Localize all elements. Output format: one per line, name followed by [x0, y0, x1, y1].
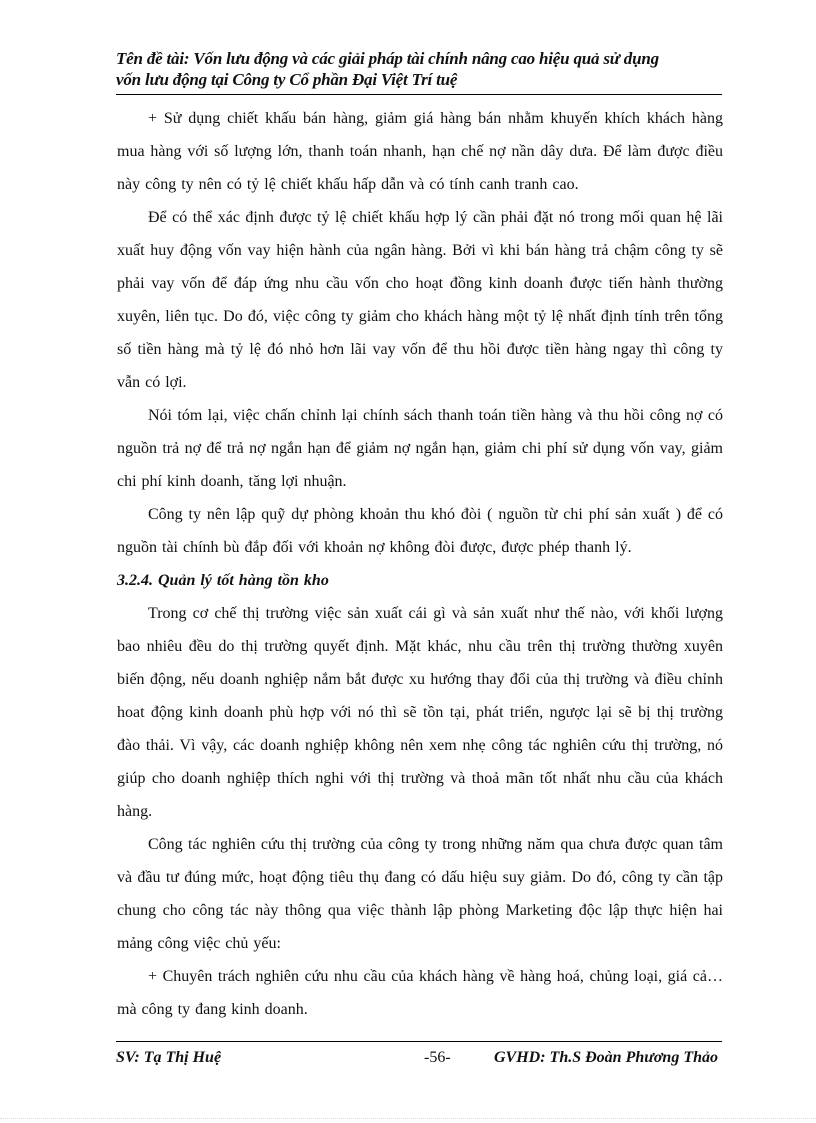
page-edge-divider [0, 1118, 816, 1119]
paragraph: Trong cơ chế thị trường việc sản xuất cái gì và sản xuất như thế nào, với khối lượng bao nhiêu đều do thị trường quyết định. Mặt khác, nhu cầu trên thị trường thường xuyên biến động, nếu doanh nghiệp nắm bắt được xu hướng thay đổi của thị trường và điều chỉnh hoat động kinh doanh phù hợp với nó thì sẽ tồn tại, phát triển, ngược lại sẽ bị thị trường đào thải. Vì vậy, các doanh nghiệp không nên xem nhẹ công tác nghiên cứu thị trường, nó giúp cho doanh nghiệp thích nghi với thị trường và thoả mãn tốt nhất nhu cầu của khách hàng. [117, 605, 723, 820]
section-heading: 3.2.4. Quản lý tốt hàng tồn kho [117, 572, 329, 589]
header-title-line-2: vốn lưu động tại Công ty Cổ phần Đại Việt Trí tuệ [116, 70, 458, 89]
footer-student-name: SV: Tạ Thị Huệ [116, 1049, 222, 1066]
paragraph: Để có thể xác định được tỷ lệ chiết khấu hợp lý cần phải đặt nó trong mối quan hệ lãi xuất huy động vốn vay hiện hành của ngân hàng. Bởi vì khi bán hàng trả chậm công ty sẽ phải vay vốn để đáp ứng nhu cầu vốn cho hoạt đồng kinh doanh được tiến hành thường xuyên, liên tục. Do đó, việc công ty giảm cho khách hàng một tỷ lệ nhất định tính trên tổng số tiền hàng mà tỷ lệ đó nhỏ hơn lãi vay vốn để thu hồi được tiền hàng ngay thì công ty vẫn có lợi. [117, 209, 723, 391]
paragraph: Công tác nghiên cứu thị trường của công ty trong những năm qua chưa được quan tâm và đầu tư đúng mức, hoạt động tiêu thụ đang có dấu hiệu suy giảm. Do đó, công ty cần tập chung cho công tác này thông qua việc thành lập phòng Marketing độc lập thực hiện hai mảng công việc chủ yếu: [117, 836, 723, 952]
footer-divider [116, 1041, 722, 1042]
footer-advisor-name: GVHD: Th.S Đoàn Phương Thảo [494, 1049, 718, 1066]
header-divider [116, 94, 722, 95]
paragraph: + Sử dụng chiết khấu bán hàng, giảm giá hàng bán nhằm khuyến khích khách hàng mua hàng với số lượng lớn, thanh toán nhanh, hạn chế nợ nần dây dưa. Để làm được điều này công ty nên có tỷ lệ chiết khấu hấp dẫn và có tính canh tranh cao. [117, 110, 723, 193]
footer-page-number: -56- [424, 1049, 451, 1066]
paragraph: Nói tóm lại, việc chấn chỉnh lại chính sách thanh toán tiền hàng và thu hồi công nợ có nguồn trả nợ để trả nợ ngắn hạn để giảm nợ ngắn hạn, giảm chi phí sử dụng vốn vay, giảm chi phí kinh doanh, tăng lợi nhuận. [117, 407, 723, 490]
paragraph: + Chuyên trách nghiên cứu nhu cầu của khách hàng về hàng hoá, chủng loại, giá cả…mà công ty đang kinh doanh. [117, 968, 723, 1018]
paragraph: Công ty nên lập quỹ dự phòng khoản thu khó đòi ( nguồn từ chi phí sản xuất ) để có nguồn tài chính bù đắp đối với khoản nợ không đòi được, được phép thanh lý. [117, 506, 723, 556]
document-body [117, 102, 723, 1026]
page-footer [116, 1049, 722, 1073]
header-title-line-1: Tên đề tài: Vốn lưu động và các giải pháp tài chính nâng cao hiệu quả sử dụng [116, 49, 659, 68]
page-header [116, 48, 722, 90]
